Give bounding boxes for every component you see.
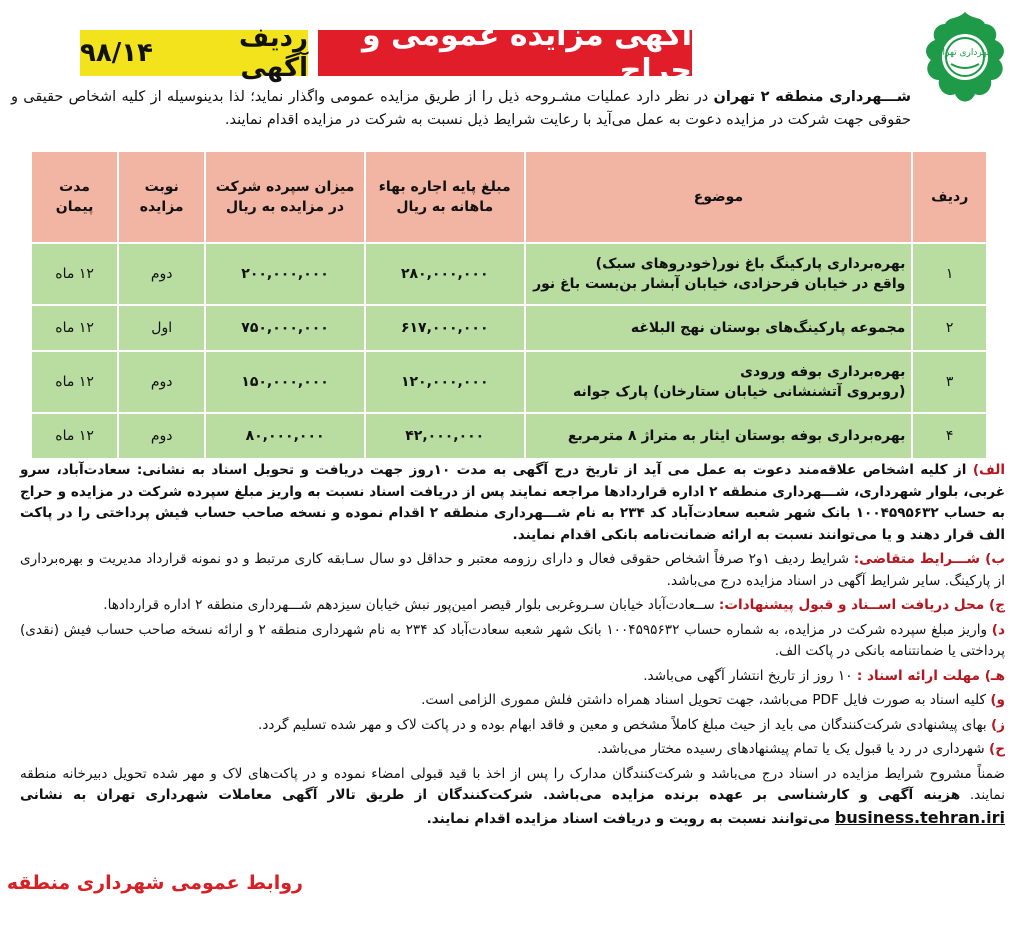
condition-label: ز) bbox=[990, 716, 1005, 733]
header-round: نوبت مزایده bbox=[118, 151, 205, 243]
title-text: آگهی مزایده عمومی و حراج bbox=[361, 18, 692, 88]
website-link[interactable]: business.tehran.iri bbox=[834, 807, 1005, 827]
final-bold-text: هزینه آگهی و کارشناسی بر عهده برنده مزایده می‌باشد. شرکت‌کنندگان از طریق تالار آگهی معاملات شهرداری تهران به نشانی bbox=[20, 787, 961, 803]
cell-subject bbox=[525, 243, 913, 305]
cell-round: اول bbox=[118, 305, 205, 351]
table-row bbox=[31, 305, 987, 351]
subject-line: بهره‌برداری بوفه بوستان ایثار به متراژ ۸ مترمربع bbox=[567, 428, 906, 444]
header-base-price: مبلغ پایه اجاره بهاء ماهانه به ریال bbox=[365, 151, 525, 243]
subject-line: مجموعه پارکینگ‌های بوستان نهج البلاغه bbox=[630, 320, 906, 336]
cell-deposit: ۲۰۰,۰۰۰,۰۰۰ bbox=[205, 243, 365, 305]
public-relations-signature: روابط عمومی شهرداری منطقه bbox=[6, 872, 303, 894]
condition-jim bbox=[20, 595, 1005, 617]
cell-deposit: ۷۵۰,۰۰۰,۰۰۰ bbox=[205, 305, 365, 351]
cell-row: ۳ bbox=[912, 351, 987, 413]
condition-label: ب) شـــرایط متقاضی: bbox=[853, 551, 1006, 567]
notice-row-badge bbox=[80, 23, 308, 83]
condition-be bbox=[20, 549, 1005, 592]
cell-round: دوم bbox=[118, 243, 205, 305]
condition-dal bbox=[20, 620, 1005, 663]
cell-duration: ۱۲ ماه bbox=[31, 351, 118, 413]
subject-line: بهره‌برداری بوفه ورودی bbox=[740, 364, 906, 380]
table-row bbox=[31, 243, 987, 305]
tehran-municipality-logo bbox=[921, 10, 1009, 106]
cell-round: دوم bbox=[118, 351, 205, 413]
condition-text: از کلیه اشخاص علاقه‌مند دعوت به عمل می آید از تاریخ درج آگهی به مدت ۱۰روز جهت دریافت و تحویل اسناد به نشانی: سعادت‌آباد، سرو غربی، بلوار شهرداری، شـــهرداری منطقه ۲ اداره قراردادها مراجعه نمایند پس از دریافت اسناد نسبت به واریز مبلغ سپرده شرکت در مزایده و حراج به حساب ۱۰۰۴۵۹۵۶۳۲ بانک شهر شعبه سعادت‌آباد کد ۲۳۴ به نام شـــهرداری منطقه ۲ اقدام نموده و نسخه صاحب حساب فیش پرداختی را در پاکت الف قرار دهند و یا می‌توانند نسبت به ارائه ضمانت‌نامه بانکی اقدام نمایند. bbox=[20, 462, 1005, 543]
cell-duration: ۱۲ ماه bbox=[31, 305, 118, 351]
condition-label: د) bbox=[991, 621, 1005, 638]
header-deposit: میزان سپرده شرکت در مزایده به ریال bbox=[205, 151, 365, 243]
final-text: ضمناً مشروح شرایط مزایده در اسناد درج می‌باشد و شرکت‌کنندگان مدارک را پس از اخذ با قید قبولی امضاء نموده و در پاکت‌های لاک و مهر شده تحویل دبیرخانه منطقه نمایند. bbox=[20, 765, 1005, 803]
row-label: ردیف آگهی bbox=[238, 23, 308, 83]
condition-ze bbox=[20, 715, 1005, 737]
row-number: ۹۸/۱۴ bbox=[80, 38, 153, 68]
cell-subject bbox=[525, 351, 913, 413]
cell-base-price: ۱۲۰,۰۰۰,۰۰۰ bbox=[365, 351, 525, 413]
condition-text: ۱۰ روز از تاریخ انتشار آگهی می‌باشد. bbox=[643, 667, 857, 684]
header-row-number: ردیف bbox=[912, 151, 987, 243]
cell-base-price: ۲۸۰,۰۰۰,۰۰۰ bbox=[365, 243, 525, 305]
condition-label: ح) bbox=[988, 741, 1005, 757]
cell-deposit: ۸۰,۰۰۰,۰۰۰ bbox=[205, 413, 365, 459]
cell-duration: ۱۲ ماه bbox=[31, 413, 118, 459]
conditions-section bbox=[20, 460, 1005, 833]
org-name: شـــهرداری منطقه ۲ تهران bbox=[713, 89, 912, 105]
condition-label: و) bbox=[990, 692, 1005, 708]
cell-row: ۲ bbox=[912, 305, 987, 351]
condition-text: ســعادت‌آباد خیابان سـروغربی بلوار قیصر امین‌پور نبش خیابان سیزدهم شـــهرداری منطقه ۲ اداره قراردادها. bbox=[103, 597, 719, 613]
condition-text: واریز مبلغ سپرده شرکت در مزایده، به شماره حساب ۱۰۰۴۵۹۵۶۳۲ بانک شهر شعبه سعادت‌آباد کد ۲۳۴ به نام شهرداری منطقه ۲ و ارائه نسخه صاحب حساب فیش (نقدی) پرداختی یا ضمانتنامه بانکی در پاکت الف. bbox=[20, 621, 1005, 659]
cell-row: ۴ bbox=[912, 413, 987, 459]
table-row bbox=[31, 351, 987, 413]
condition-label: ج) محل دریافت اســناد و قبول پیشنهادات: bbox=[718, 597, 1005, 613]
header-duration: مدت پیمان bbox=[31, 151, 118, 243]
auction-items-table bbox=[30, 150, 988, 460]
final-note bbox=[20, 764, 1005, 831]
subject-line: بهره‌برداری پارکینگ باغ نور(خودروهای سبک) bbox=[595, 256, 906, 272]
condition-he2 bbox=[20, 739, 1005, 761]
cell-subject bbox=[525, 305, 913, 351]
subject-line: (روبروی آتشنشانی خیابان ستارخان) پارک جوانه bbox=[573, 384, 906, 400]
subject-line: واقع در خیابان فرحزادی، خیابان آبشار بن‌بست باغ نور bbox=[533, 276, 906, 292]
table-header-row bbox=[31, 151, 987, 243]
condition-vav bbox=[20, 690, 1005, 712]
intro-paragraph bbox=[11, 86, 911, 132]
cell-deposit: ۱۵۰,۰۰۰,۰۰۰ bbox=[205, 351, 365, 413]
cell-row: ۱ bbox=[912, 243, 987, 305]
header-subject: موضوع bbox=[525, 151, 913, 243]
cell-base-price: ۶۱۷,۰۰۰,۰۰۰ bbox=[365, 305, 525, 351]
condition-text: شهرداری در رد یا قبول یک یا تمام پیشنهادهای رسیده مختار می‌باشد. bbox=[597, 741, 989, 757]
website-tail-text: می‌توانند نسبت به رویت و دریافت اسناد مزایده اقدام نمایند. bbox=[426, 810, 835, 827]
cell-duration: ۱۲ ماه bbox=[31, 243, 118, 305]
condition-text: شرایط ردیف ۱و۲ صرفاً اشخاص حقوقی فعال و دارای رزومه معتبر و حداقل دو سال سـابقه کاری مرتبط و دو نمونه قرارداد مدیریت و بهره‌برداری از پارکینگ. سایر شرایط آگهی در اسناد مزایده درج می‌باشد. bbox=[20, 551, 1005, 589]
cell-subject bbox=[525, 413, 913, 459]
condition-text: بهای پیشنهادی شرکت‌کنندگان می باید از حیث مبلغ کاملاً مشخص و معین و فاقد ابهام بوده و در پاکت لاک و مهر شده تسلیم گردد. bbox=[258, 716, 991, 733]
intro-text: در نظر دارد عملیات مشـروحه ذیل را از طریق مزایده عمومی واگذار نماید؛ لذا بدینوسیله از کلیه اشخاص حقیقی و حقوقی جهت شرکت در مزایده دعوت به عمل می‌آید با رعایت شرایط ذیل نسبت به شرکت در مزایده اقدام نمایند. bbox=[11, 89, 911, 128]
table-row bbox=[31, 413, 987, 459]
condition-label: الف) bbox=[972, 462, 1005, 478]
cell-round: دوم bbox=[118, 413, 205, 459]
logo-text: شهرداری تهران bbox=[935, 48, 995, 58]
condition-he bbox=[20, 666, 1005, 688]
notice-title bbox=[318, 18, 692, 88]
cell-base-price: ۴۲,۰۰۰,۰۰۰ bbox=[365, 413, 525, 459]
condition-text: کلیه اسناد به صورت فایل PDF می‌باشد، جهت تحویل اسناد همراه داشتن فلش مموری الزامی است. bbox=[421, 692, 991, 708]
condition-alef bbox=[20, 460, 1005, 546]
condition-label: هـ) مهلت ارائه اسناد : bbox=[856, 667, 1005, 684]
